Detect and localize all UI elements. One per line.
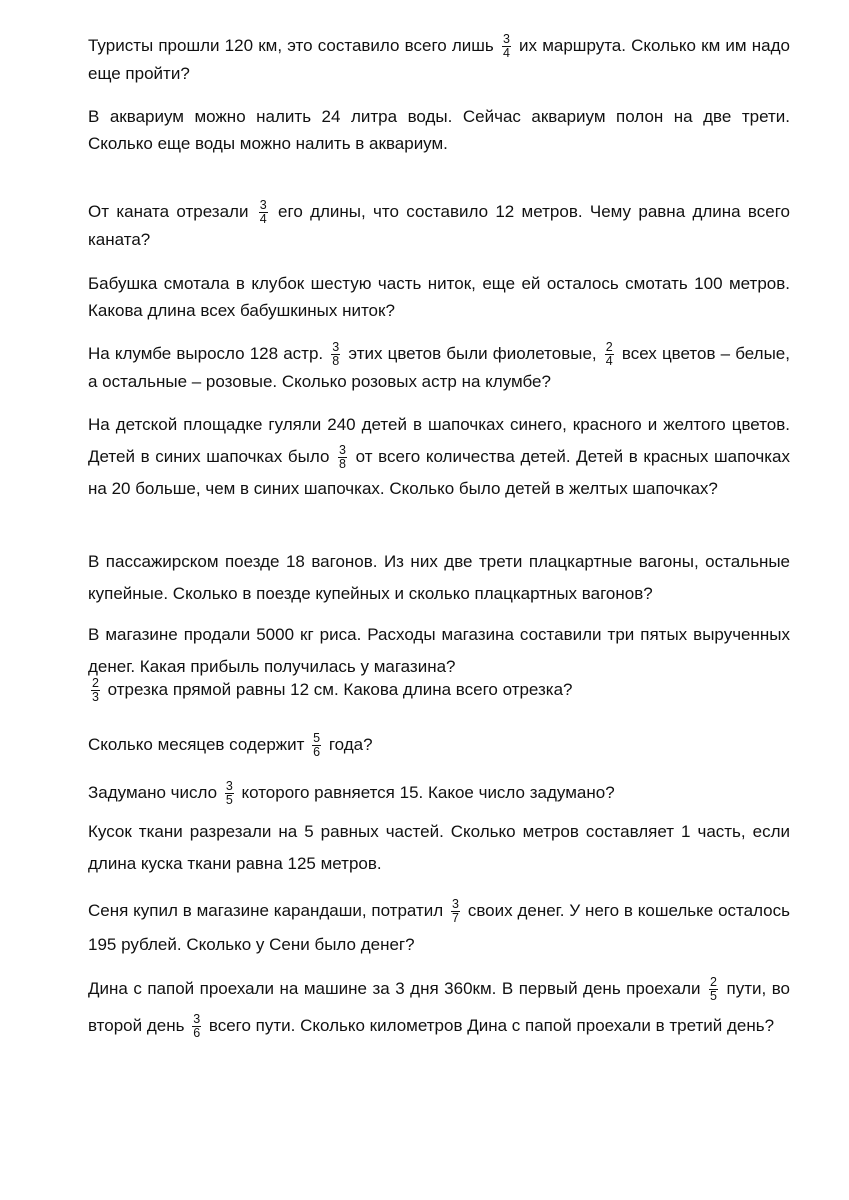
fraction-numerator: 2	[605, 340, 613, 355]
task-text: года?	[324, 735, 373, 754]
task-text: Туристы прошли 120 км, это составило всего лишь	[88, 36, 499, 55]
fraction	[605, 341, 614, 368]
fraction-numerator: 3	[332, 340, 340, 355]
fraction-denominator: 4	[259, 212, 267, 227]
fraction-numerator: 3	[339, 443, 346, 458]
task-text: На клумбе выросло 128 астр.	[88, 344, 329, 363]
fraction	[91, 677, 100, 704]
task-text: В пассажирском поезде 18 вагонов. Из них две трети плацкартные вагоны, остальные купейные. Сколько в поезде купейных и сколько плацкартных вагонов?	[88, 552, 790, 603]
task-text: Дина с папой проехали на машине за 3 дня 360км. В первый день проехали	[88, 979, 707, 998]
fraction-denominator: 5	[710, 989, 717, 1004]
fraction-denominator: 7	[452, 911, 459, 926]
task-paragraph	[88, 777, 790, 809]
task-text: своих денег. У него в кошельке осталось 195 рублей. Сколько у Сени было денег?	[88, 901, 790, 954]
task-text: пути, во второй день	[88, 979, 790, 1035]
fraction-denominator: 5	[225, 793, 233, 808]
fraction-numerator: 5	[313, 731, 321, 746]
fraction-denominator: 8	[332, 354, 340, 369]
fraction-denominator: 4	[502, 46, 510, 61]
fraction	[451, 898, 460, 925]
fraction	[312, 732, 321, 759]
task-paragraph	[88, 409, 790, 505]
task-paragraph	[88, 546, 790, 610]
task-paragraph	[88, 270, 790, 324]
task-text: Сеня купил в магазине карандаши, потратил	[88, 901, 449, 920]
task-paragraph	[88, 103, 790, 157]
fraction	[225, 780, 234, 807]
fraction-numerator: 3	[452, 897, 459, 912]
task-paragraph	[88, 198, 790, 254]
task-text: В аквариум можно налить 24 литра воды. Сейчас аквариум полон на две трети. Сколько еще воды можно налить в аквариум.	[88, 107, 790, 153]
fraction-numerator: 2	[710, 975, 717, 990]
task-text: В магазине продали 5000 кг риса. Расходы магазина составили три пятых вырученных денег. Какая прибыль получилась у магазина?	[88, 625, 790, 676]
task-paragraph	[88, 340, 790, 396]
task-paragraph	[88, 729, 790, 761]
fraction-denominator: 8	[339, 457, 346, 472]
task-text: От каната отрезали	[88, 202, 256, 221]
task-paragraph	[88, 894, 790, 962]
fraction-denominator: 6	[193, 1026, 201, 1041]
task-text: их маршрута. Сколько км им надо еще пройти?	[88, 36, 790, 84]
task-paragraph	[88, 816, 790, 880]
task-text: На детской площадке гуляли 240 детей в шапочках синего, красного и желтого цветов. Детей в синих шапочках было	[88, 415, 790, 466]
fraction	[331, 341, 340, 368]
fraction-denominator: 3	[92, 690, 99, 705]
task-text: отрезка прямой равны 12 см. Какова длина всего отрезка?	[102, 680, 573, 699]
task-text: всех цветов – белые, а остальные – розовые. Сколько розовых астр на клумбе?	[88, 344, 790, 392]
task-text: Бабушка смотала в клубок шестую часть ниток, еще ей осталось смотать 100 метров. Какова длина всех бабушкиных ниток?	[88, 274, 790, 320]
fraction-denominator: 4	[605, 354, 613, 369]
fraction	[338, 444, 347, 471]
task-text: которого равняется 15. Какое число задумано?	[236, 783, 615, 802]
fraction	[709, 976, 718, 1003]
fraction-denominator: 6	[313, 745, 321, 760]
fraction	[259, 199, 268, 226]
task-paragraph	[88, 32, 790, 87]
task-text: Сколько месяцев содержит	[88, 735, 310, 754]
fraction-numerator: 3	[502, 32, 510, 47]
task-text: всего пути. Сколько километров Дина с папой проехали в третий день?	[204, 1016, 775, 1035]
fraction	[502, 33, 511, 60]
fraction-numerator: 3	[259, 198, 267, 213]
task-text: Кусок ткани разрезали на 5 равных частей. Сколько метров составляет 1 часть, если длина куска ткани равна 125 метров.	[88, 822, 790, 873]
fraction	[192, 1013, 201, 1040]
task-paragraph	[88, 674, 790, 706]
fraction-numerator: 3	[225, 779, 233, 794]
task-text: от всего количества детей. Детей в красных шапочках на 20 больше, чем в синих шапочках. Сколько было детей в желтых шапочках?	[88, 447, 790, 498]
task-text: его длины, что составило 12 метров. Чему равна длина всего каната?	[88, 202, 791, 250]
fraction-numerator: 2	[92, 676, 99, 691]
fraction-numerator: 3	[193, 1012, 201, 1027]
task-text: этих цветов были фиолетовые,	[343, 344, 602, 363]
task-text: Задумано число	[88, 783, 222, 802]
task-paragraph	[88, 970, 790, 1044]
